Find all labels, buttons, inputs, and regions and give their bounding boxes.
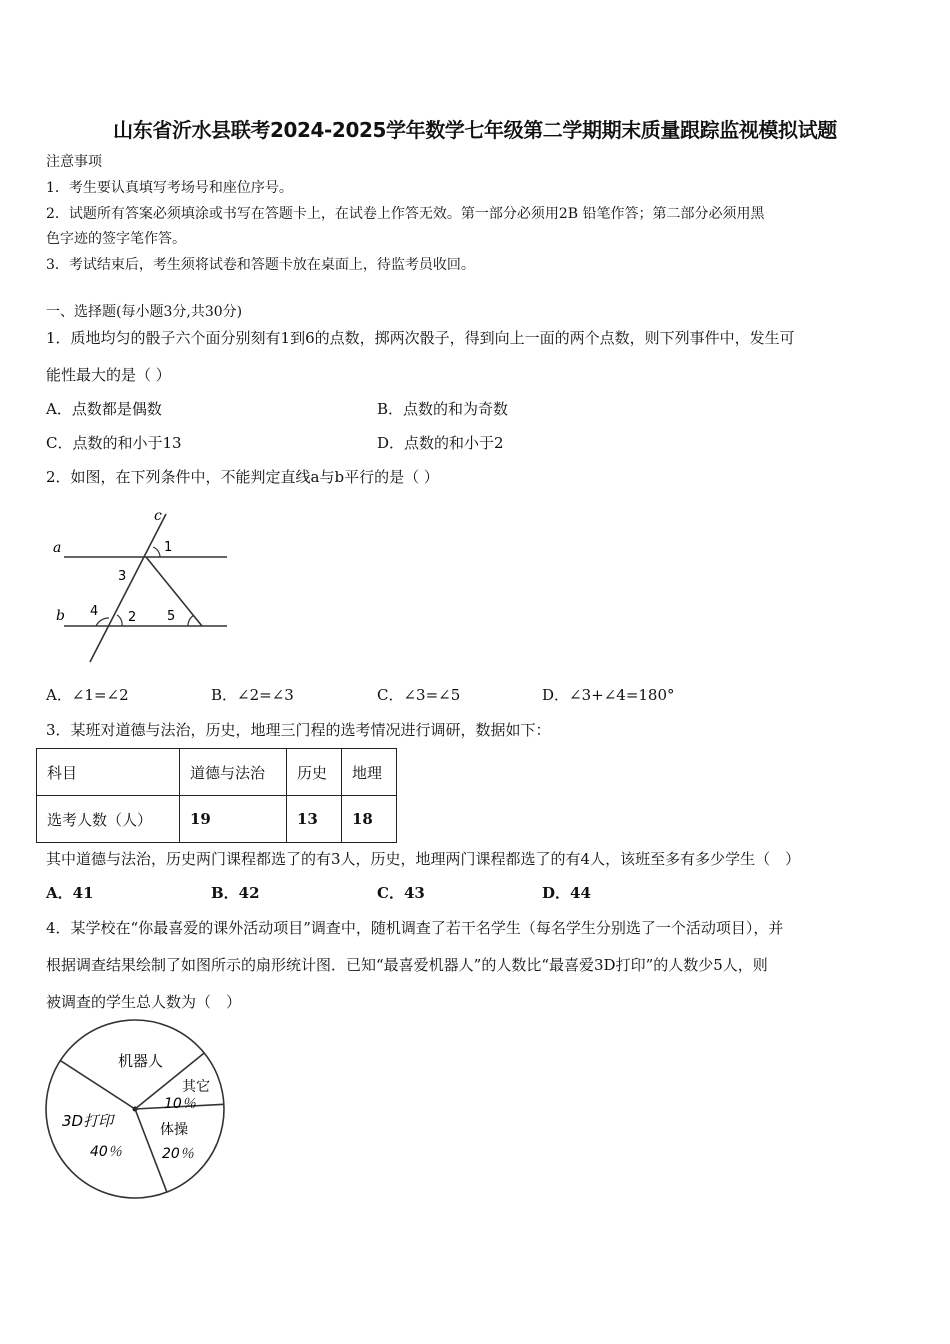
notice-item-2-cont: 色字迹的签字笔作答。 bbox=[46, 231, 186, 247]
q3-option-b: B．42 bbox=[211, 884, 260, 902]
angle-1-arc bbox=[153, 547, 160, 557]
angle-2-arc bbox=[117, 615, 122, 626]
angle-5-arc bbox=[188, 615, 194, 626]
pie-label-robot: 机器人 bbox=[118, 1052, 164, 1070]
q1-stem-line2: 能性最大的是（ ） bbox=[46, 366, 171, 384]
q1-option-a: A．点数都是偶数 bbox=[46, 400, 162, 418]
q3-option-c: C．43 bbox=[377, 884, 425, 902]
q3-followup: 其中道德与法治，历史两门课程都选了的有3人，历史，地理两门课程都选了的有4人，该班至多有多少学生（ ） bbox=[46, 850, 801, 868]
notice-item-3: 3．考试结束后，考生须将试卷和答题卡放在桌面上，待监考员收回。 bbox=[46, 257, 475, 273]
q4-stem-line1: 4．某学校在“你最喜爱的课外活动项目”调查中，随机调查了若干名学生（每名学生分别选了一个活动项目），并 bbox=[46, 919, 784, 937]
q2-option-c: C．∠3=∠5 bbox=[377, 686, 461, 704]
notice-item-2: 2．试题所有答案必须填涂或书写在答题卡上，在试卷上作答无效。第一部分必须用2B 铅笔作答；第二部分必须用黑 bbox=[46, 206, 765, 222]
q2-figure bbox=[40, 502, 240, 668]
table-cell: 13 bbox=[287, 796, 342, 843]
notice-heading: 注意事项 bbox=[46, 154, 102, 170]
label-angle-1: 1 bbox=[164, 540, 173, 555]
notice-item-1: 1．考生要认真填写考场号和座位序号。 bbox=[46, 180, 293, 196]
section-heading: 一、选择题(每小题3分,共30分) bbox=[46, 304, 243, 320]
label-b: b bbox=[56, 608, 65, 624]
table-header-cell: 历史 bbox=[287, 749, 342, 796]
q1-stem-line1: 1．质地均匀的骰子六个面分别刻有1到6的点数，掷两次骰子，得到向上一面的两个点数，则下列事件中，发生可 bbox=[46, 329, 795, 347]
pie-percent-gym: 20％ bbox=[162, 1146, 194, 1162]
line-c bbox=[90, 514, 166, 662]
label-angle-3: 3 bbox=[118, 569, 127, 584]
table-row bbox=[37, 796, 397, 843]
q1-option-d: D．点数的和小于2 bbox=[377, 434, 504, 452]
label-angle-4: 4 bbox=[90, 604, 99, 619]
pie-label-gym: 体操 bbox=[160, 1122, 188, 1138]
q3-table bbox=[36, 748, 397, 843]
pie-label-other: 其它 bbox=[182, 1079, 210, 1095]
label-a: a bbox=[53, 540, 62, 556]
q3-stem: 3．某班对道德与法治，历史，地理三门程的选考情况进行调研，数据如下： bbox=[46, 721, 551, 739]
label-angle-2: 2 bbox=[128, 610, 137, 625]
table-header-cell: 地理 bbox=[342, 749, 397, 796]
q3-option-d: D．44 bbox=[542, 884, 591, 902]
table-cell: 18 bbox=[342, 796, 397, 843]
table-header-cell: 科目 bbox=[37, 749, 180, 796]
q3-option-a: A．41 bbox=[46, 884, 94, 902]
table-header-cell: 道德与法治 bbox=[180, 749, 287, 796]
pie-label-3d: 3D打印 bbox=[62, 1112, 114, 1130]
label-angle-5: 5 bbox=[167, 609, 176, 624]
q2-option-a: A．∠1=∠2 bbox=[46, 686, 129, 704]
q1-option-c: C．点数的和小于13 bbox=[46, 434, 182, 452]
q1-option-b: B．点数的和为奇数 bbox=[377, 400, 509, 418]
angle-4-arc bbox=[96, 618, 109, 626]
q2-option-b: B．∠2=∠3 bbox=[211, 686, 294, 704]
pie-percent-3d: 40％ bbox=[90, 1144, 122, 1160]
pie-percent-other: 10％ bbox=[164, 1096, 196, 1112]
label-c: c bbox=[154, 508, 162, 524]
q4-pie-chart bbox=[40, 1016, 240, 1206]
q2-stem: 2．如图，在下列条件中，不能判定直线a与b平行的是（ ） bbox=[46, 468, 439, 486]
table-cell: 19 bbox=[180, 796, 287, 843]
q2-option-d: D．∠3+∠4=180° bbox=[542, 686, 675, 704]
table-header-row bbox=[37, 749, 397, 796]
table-cell: 选考人数（人） bbox=[37, 796, 180, 843]
page-title: 山东省沂水县联考2024-2025学年数学七年级第二学期期末质量跟踪监视模拟试题 bbox=[113, 118, 837, 142]
q4-stem-line3: 被调查的学生总人数为（ ） bbox=[46, 993, 242, 1011]
q4-stem-line2: 根据调查结果绘制了如图所示的扇形统计图．已知“最喜爱机器人”的人数比“最喜爱3D打印”的人数少5人，则 bbox=[46, 956, 768, 974]
